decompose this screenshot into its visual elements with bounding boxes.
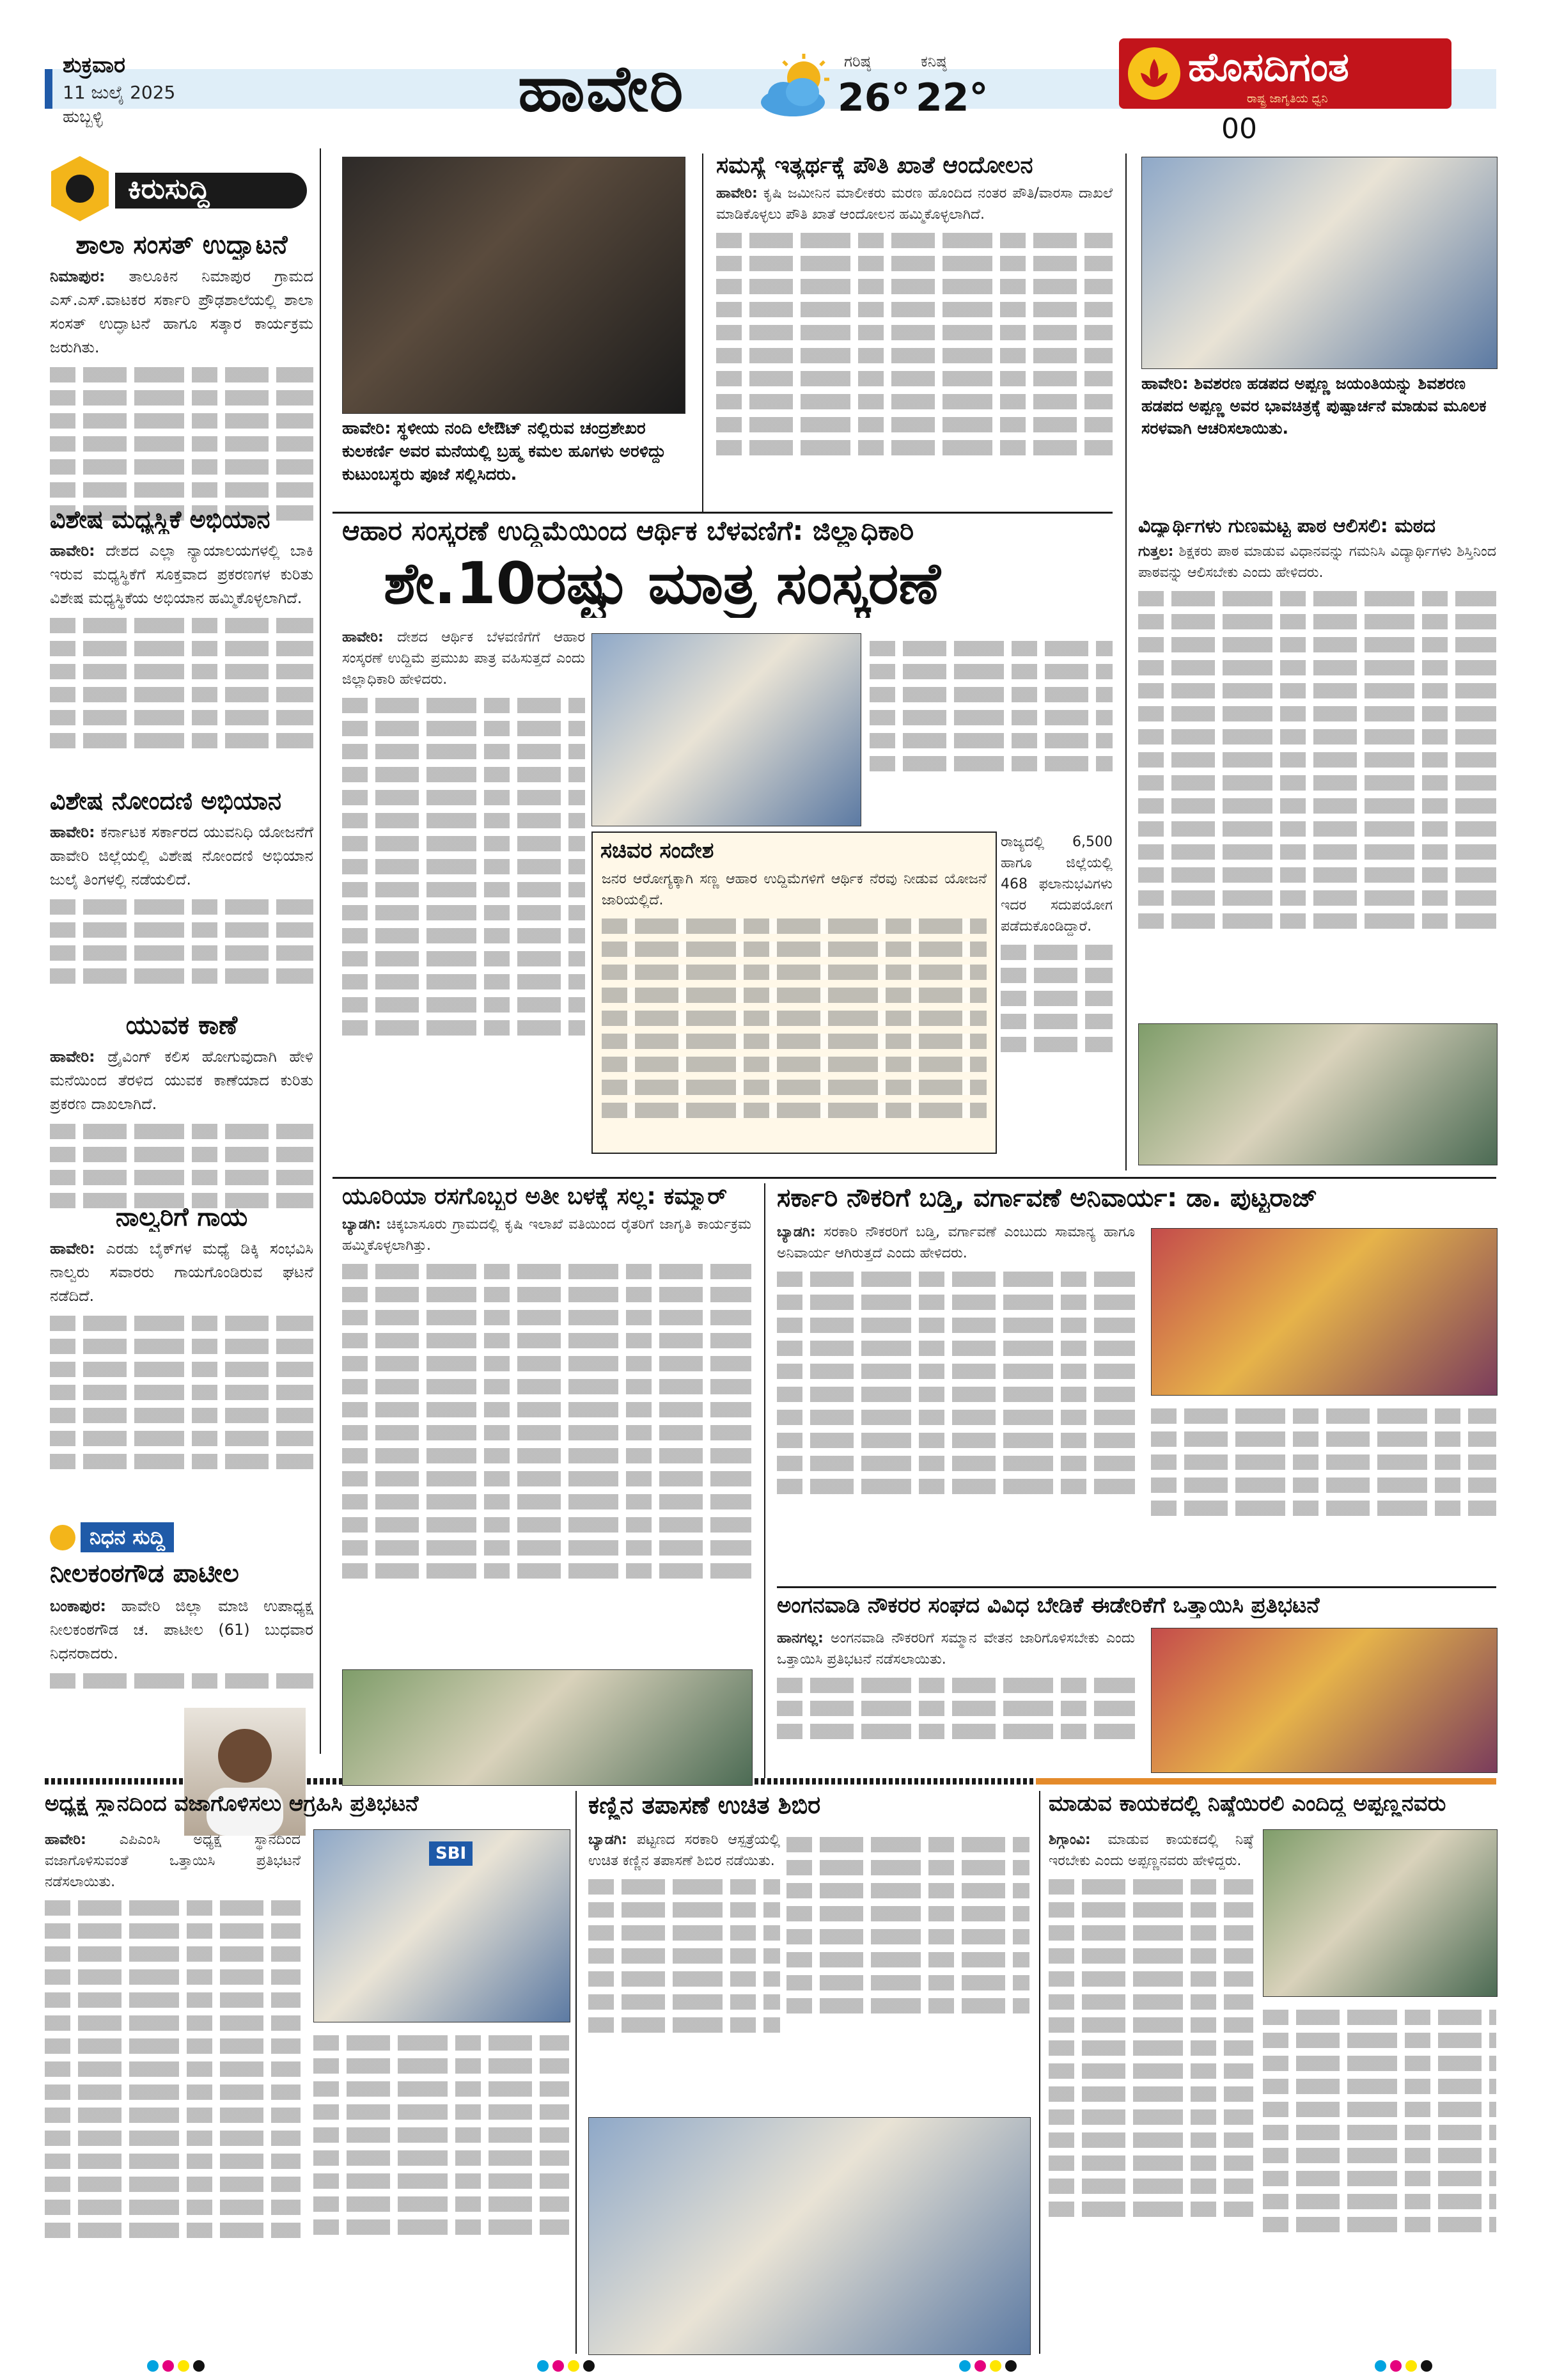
pauti-text: ಕೃಷಿ ಜಮೀನಿನ ಮಾಲೀಕರು ಮರಣ ಹೊಂದಿದ ನಂತರ ಪೌತಿ/ವಾರಸಾ ದಾಖಲೆ ಮಾಡಿಕೊಳ್ಳಲು ಪೌತಿ ಖಾತೆ ಆಂದೋಲನ ಹಮ್ಮಿಕೊಳ್ಳಲಾಗಿದೆ. [716, 185, 1113, 223]
max-temp-label: ಗರಿಷ್ಠ [844, 52, 871, 70]
bottom-story-2 [588, 1791, 1029, 1820]
page-number: 00 [1221, 113, 1257, 145]
brief-5-title: ನಾಲ್ವರಿಗೆ ಗಾಯ [115, 1202, 248, 1232]
column-rule [575, 1791, 577, 2354]
jobs-text: ಸರಕಾರಿ ನೌಕರರಿಗೆ ಬಡ್ತಿ, ವರ್ಗಾವಣೆ ಎಂಬುದು ಸಾಮಾನ್ಯ ಹಾಗೂ ಅನಿವಾರ್ಯ ಆಗಿರುತ್ತದೆ ಎಂದು ಹೇಳಿದರು. [777, 1224, 1135, 1261]
brief-2 [50, 505, 313, 795]
bottom-2-body [588, 1829, 780, 2111]
brief-2-title: ವಿಶೇಷ ಮಧ್ಯಸ್ಥಿಕೆ ಅಭಿಯಾನ [50, 505, 270, 533]
jobs-body [777, 1222, 1135, 1580]
bottom-1-lead: ಹಾವೇರಿ: [45, 1832, 86, 1848]
registration-marks [1375, 2360, 1436, 2374]
jayanti-photo [1141, 157, 1498, 369]
minister-box [591, 831, 997, 1154]
column-rule [1039, 1791, 1040, 2354]
weather-icon [758, 52, 834, 123]
brief-5-text: ಎರಡು ಬೈಕ್‌ಗಳ ಮಧ್ಯೆ ಡಿಕ್ಕಿ ಸಂಭವಿಸಿ ನಾಲ್ವರು ಸವಾರರು ಗಾಯಗೊಂಡಿರುವ ಘಟನೆ ನಡೆದಿದೆ. [50, 1240, 313, 1305]
column-rule [702, 154, 703, 512]
bottom-3-title: ಮಾಡುವ ಕಾಯಕದಲ್ಲಿ ನಿಷ್ಠೆಯಿರಲಿ ಎಂದಿದ್ದ ಅಪ್ಪಣ್ಣನವರು [1049, 1791, 1446, 1817]
column-rule [320, 148, 321, 1754]
bottom-2-text: ಪಟ್ಟಣದ ಸರಕಾರಿ ಆಸ್ಪತ್ರೆಯಲ್ಲಿ ಉಚಿತ ಕಣ್ಣಿನ ತಪಾಸಣೆ ಶಿಬಿರ ನಡೆಯಿತು. [588, 1832, 780, 1869]
bottom-3-body-right [1263, 2002, 1496, 2354]
lead-kicker: ಆಹಾರ ಸಂಸ್ಕರಣೆ ಉದ್ದಿಮೆಯಿಂದ ಆರ್ಥಿಕ ಬೆಳವಣಿಗೆ: ಜಿಲ್ಲಾಧಿಕಾರಿ [342, 515, 914, 546]
header-day: ಶುಕ್ರವಾರ [63, 52, 125, 78]
column-rule [1125, 512, 1127, 1170]
min-temp-label: ಕನಿಷ್ಠ [921, 52, 947, 70]
lotus-icon [1128, 47, 1180, 100]
lamp-icon [50, 1525, 75, 1550]
urea-title: ಯೂರಿಯಾ ರಸಗೊಬ್ಬರ ಅತೀ ಬಳಕ್ಕೆ ಸಲ್ಲ: ಕಮ್ಮಾರ್ [342, 1183, 728, 1210]
urea-story [342, 1183, 751, 1687]
brief-5 [50, 1202, 313, 1512]
brief-5-lead: ಹಾವೇರಿ: [50, 1240, 95, 1257]
brahmakamala-photo [342, 157, 685, 414]
header-date: 11 ಜುಲೈ 2025 [63, 82, 176, 103]
bottom-3-lead: ಶಿಗ್ಗಾಂವಿ: [1049, 1832, 1091, 1848]
logo-tagline: ರಾಷ್ಟ್ರ ಜಾಗೃತಿಯ ಧ್ವನಿ [1247, 92, 1328, 106]
brief-3 [50, 787, 313, 1019]
anganwadi-photo [1151, 1628, 1498, 1773]
bottom-2-photo [588, 2117, 1031, 2355]
bottom-story-3 [1049, 1791, 1496, 1817]
lead-body-col-4 [1001, 831, 1113, 1151]
registration-marks [959, 2360, 1021, 2374]
brief-3-title: ವಿಶೇಷ ನೋಂದಣಿ ಅಭಿಯಾನ [50, 787, 282, 815]
obituary [50, 1522, 313, 1729]
students-lead: ಗುತ್ತಲ: [1138, 544, 1174, 560]
max-temp: 26° [838, 75, 911, 120]
students-title: ವಿದ್ಯಾರ್ಥಿಗಳು ಗುಣಮಟ್ಟ ಪಾಠ ಆಲಿಸಲಿ: ಮಠದ [1138, 515, 1435, 537]
brahmakamala-caption: ಹಾವೇರಿ: ಸ್ಥಳೀಯ ನಂದಿ ಲೇಔಟ್ ನಲ್ಲಿರುವ ಚಂದ್ರಶೇಖರ ಕುಲಕರ್ಣಿ ಅವರ ಮನೆಯಲ್ಲಿ ಬ್ರಹ್ಮ ಕಮಲ ಹೂಗಳು ಅರಳಿದ್ದು ಕುಟುಂಬಸ್ಥರು ಪೂಜೆ ಸಲ್ಲಿಸಿದರು. [342, 419, 666, 484]
brief-4-title: ಯುವಕ ಕಾಣೆ [125, 1011, 238, 1040]
bottom-1-body [45, 1829, 301, 2354]
bottom-1-photo [313, 1829, 570, 2022]
minister-box-text: ಜನರ ಆರೋಗ್ಯಕ್ಕಾಗಿ ಸಣ್ಣ ಆಹಾರ ಉದ್ದಿಮೆಗಳಿಗೆ ಆರ್ಥಿಕ ನೆರವು ನೀಡುವ ಯೋಜನೆ ಜಾರಿಯಲ್ಲಿದೆ. [602, 871, 987, 908]
registration-marks [537, 2360, 598, 2374]
header-place: ಹುಬ್ಬಳ್ಳಿ [63, 107, 103, 127]
urea-text: ಚಿಕ್ಕಬಾಸೂರು ಗ್ರಾಮದಲ್ಲಿ ಕೃಷಿ ಇಲಾಖೆ ವತಿಯಿಂದ ರೈತರಿಗೆ ಜಾಗೃತಿ ಕಾರ್ಯಕ್ರಮ ಹಮ್ಮಿಕೊಳ್ಳಲಾಗಿತ್ತು. [342, 1217, 751, 1254]
header-accent [45, 69, 52, 109]
brief-3-lead: ಹಾವೇರಿ: [50, 823, 95, 841]
jobs-body-right [1151, 1401, 1496, 1580]
lead-rule [332, 512, 1113, 514]
bottom-2-body-right [786, 1829, 1029, 2111]
obituary-lead: ಬಂಕಾಪುರ: [50, 1597, 106, 1615]
bottom-1-text: ಎಪಿಎಂಸಿ ಅಧ್ಯಕ್ಷ ಸ್ಥಾನದಿಂದ ವಜಾಗೊಳಿಸುವಂತೆ ಒತ್ತಾಯಿಸಿ ಪ್ರತಿಭಟನೆ ನಡೆಸಲಾಯಿತು. [45, 1832, 301, 1890]
obituary-name: ನೀಲಕಂಠಗೌಡ ಪಾಟೀಲ [50, 1559, 239, 1588]
registration-marks [147, 2360, 208, 2374]
lead-photo [591, 633, 861, 826]
masthead [0, 0, 1541, 147]
brief-3-text: ಕರ್ನಾಟಕ ಸರ್ಕಾರದ ಯುವನಿಧಿ ಯೋಜನೆಗೆ ಹಾವೇರಿ ಜಿಲ್ಲೆಯಲ್ಲಿ ವಿಶೇಷ ನೋಂದಣಿ ಅಭಿಯಾನ ಜುಲೈ ತಿಂಗಳಲ್ಲಿ ನಡೆಯಲಿದೆ. [50, 823, 313, 888]
bottom-2-lead: ಬ್ಯಾಡಗಿ: [588, 1832, 627, 1848]
min-temp: 22° [916, 75, 989, 120]
bottom-1-title: ಅಧ್ಯಕ್ಷ ಸ್ಥಾನದಿಂದ ವಜಾಗೊಳಿಸಲು ಆಗ್ರಹಿಸಿ ಪ್ರತಿಭಟನೆ [45, 1791, 419, 1817]
bottom-story-1 [45, 1791, 505, 1817]
lead-body-col-1 [342, 627, 585, 1151]
anganwadi-lead: ಹಾನಗಲ್ಲ: [777, 1630, 824, 1646]
lead-body-col-3 [870, 633, 1113, 825]
obituary-photo [184, 1708, 306, 1836]
brief-2-text: ದೇಶದ ಎಲ್ಲಾ ನ್ಯಾಯಾಲಯಗಳಲ್ಲಿ ಬಾಕಿ ಇರುವ ಮಧ್ಯಸ್ಥಿಕೆಗೆ ಸೂಕ್ತವಾದ ಪ್ರಕರಣಗಳ ಕುರಿತು ವಿಶೇಷ ಮಧ್ಯಸ್ಥಿಕೆಯ ಅಭಿಯಾನ ಹಮ್ಮಿಕೊಳ್ಳಲಾಗಿದೆ. [50, 542, 313, 607]
brief-1-title: ಶಾಲಾ ಸಂಸತ್ ಉದ್ಘಾಟನೆ [75, 230, 288, 260]
lead-text: ದೇಶದ ಆರ್ಥಿಕ ಬೆಳವಣಿಗೆಗೆ ಆಹಾರ ಸಂಸ್ಕರಣೆ ಉದ್ದಿಮೆ ಪ್ರಮುಖ ಪಾತ್ರ ವಹಿಸುತ್ತದೆ ಎಂದು ಜಿಲ್ಲಾಧಿಕಾರಿ ಹೇಳಿದರು. [342, 629, 585, 688]
jobs-lead: ಬ್ಯಾಡಗಿ: [777, 1224, 816, 1240]
minister-box-title: ಸಚಿವರ ಸಂದೇಶ [600, 838, 714, 863]
header-city: ಹಾವೇರಿ [518, 51, 685, 126]
logo-text: ಹೊಸದಿಗಂತ [1188, 43, 1349, 90]
anganwadi-rule [777, 1586, 1496, 1588]
logo-block [1119, 38, 1451, 109]
lead-stats: ರಾಜ್ಯದಲ್ಲಿ 6,500 ಹಾಗೂ ಜಿಲ್ಲೆಯಲ್ಲಿ 468 ಫಲಾನುಭವಿಗಳು ಇದರ ಸದುಪಯೋಗ ಪಡೆದುಕೊಂಡಿದ್ದಾರೆ. [1001, 834, 1113, 934]
pauti-title: ಸಮಸ್ಯೆ ಇತ್ಯರ್ಥಕ್ಕೆ ಪೌತಿ ಖಾತೆ ಆಂದೋಲನ [716, 152, 1033, 178]
brief-4 [50, 1011, 313, 1218]
anganwadi-title: ಅಂಗನವಾಡಿ ನೌಕರರ ಸಂಘದ ವಿವಿಧ ಬೇಡಿಕೆ ಈಡೇರಿಕೆಗೆ ಒತ್ತಾಯಿಸಿ ಪ್ರತಿಭಟನೆ [777, 1593, 1320, 1618]
jayanti-caption: ಹಾವೇರಿ: ಶಿವಶರಣ ಹಡಪದ ಅಪ್ಪಣ್ಣ ಜಯಂತಿಯನ್ನು ಶಿವಶರಣ ಹಡಪದ ಅಪ್ಪಣ್ಣ ಅವರ ಭಾವಚಿತ್ರಕ್ಕೆ ಪುಷ್ಪಾರ್ಚನೆ ಮಾಡುವ ಮೂಲಕ ಸರಳವಾಗಿ ಆಚರಿಸಲಾಯಿತು. [1141, 374, 1487, 437]
bottom-2-title: ಕಣ್ಣಿನ ತಪಾಸಣೆ ಉಚಿತ ಶಿಬಿರ [588, 1791, 821, 1819]
anganwadi-text: ಅಂಗನವಾಡಿ ನೌಕರರಿಗೆ ಸಮ್ಮಾನ ವೇತನ ಜಾರಿಗೊಳಿಸಬೇಕು ಎಂದು ಒತ್ತಾಯಿಸಿ ಪ್ರತಿಭಟನೆ ನಡೆಸಲಾಯಿತು. [777, 1630, 1135, 1667]
obituary-text: ಹಾವೇರಿ ಜಿಲ್ಲಾ ಮಾಜಿ ಉಪಾಧ್ಯಕ್ಷ ನೀಲಕಂಠಗೌಡ ಚ. ಪಾಟೀಲ (61) ಬುಧವಾರ ನಿಧನರಾದರು. [50, 1597, 313, 1662]
brief-2-lead: ಹಾವೇರಿ: [50, 542, 95, 560]
kirusuddi-title: ಕಿರುಸುದ್ದಿ [128, 173, 210, 205]
column-rule [1125, 154, 1127, 512]
bottom-3-body [1049, 1829, 1253, 2354]
brief-4-text: ಡ್ರೈವಿಂಗ್ ಕಲಿಸ ಹೋಗುವುದಾಗಿ ಹೇಳಿ ಮನೆಯಿಂದ ತೆರಳಿದ ಯುವಕ ಕಾಣೆಯಾದ ಕುರಿತು ಪ್ರಕರಣ ದಾಖಲಾಗಿದೆ. [50, 1048, 313, 1113]
middle-rule [332, 1177, 1496, 1179]
brief-1-text: ತಾಲೂಕಿನ ನಿಮಾಪುರ ಗ್ರಾಮದ ಎಸ್.ಎಸ್.ವಾಟಕರ ಸರ್ಕಾರಿ ಪ್ರೌಢಶಾಲೆಯಲ್ಲಿ ಶಾಲಾ ಸಂಸತ್ ಉದ್ಘಾಟನೆ ಹಾಗೂ ಸತ್ಕಾರ ಕಾರ್ಯಕ್ರಮ ಜರುಗಿತು. [50, 267, 313, 356]
jobs-story [777, 1183, 1496, 1213]
students-story [1138, 515, 1496, 1034]
anganwadi-story [777, 1593, 1496, 1618]
bottom-3-photo [1263, 1829, 1498, 1997]
lead-headline: ಶೇ.10ರಷ್ಟು ಮಾತ್ರ ಸಂಸ್ಕರಣೆ [384, 550, 941, 617]
urea-photo [342, 1669, 753, 1786]
anganwadi-body [777, 1628, 1135, 1775]
brief-1 [50, 230, 313, 521]
kirusuddi-badge [45, 154, 313, 224]
obituary-badge: ನಿಧನ ಸುದ್ದಿ [81, 1522, 174, 1552]
students-text: ಶಿಕ್ಷಕರು ಪಾಠ ಮಾಡುವ ವಿಧಾನವನ್ನು ಗಮನಿಸಿ ವಿದ್ಯಾರ್ಥಿಗಳು ಶಿಸ್ತಿನಿಂದ ಪಾಠವನ್ನು ಆಲಿಸಬೇಕು ಎಂದು ಹೇಳಿದರು. [1138, 544, 1496, 581]
bottom-1-body-right [313, 2028, 569, 2354]
column-rule [764, 1183, 765, 1778]
jobs-photo [1151, 1228, 1498, 1396]
bottom-3-text: ಮಾಡುವ ಕಾಯಕದಲ್ಲಿ ನಿಷ್ಠೆ ಇರಬೇಕು ಎಂದು ಅಪ್ಪಣ್ಣನವರು ಹೇಳಿದ್ದರು. [1049, 1832, 1253, 1869]
lead-lead: ಹಾವೇರಿ: [342, 629, 384, 645]
sbi-sign: SBI [429, 1841, 473, 1866]
brief-1-lead: ನಿಮಾಪುರ: [50, 267, 106, 285]
brief-4-lead: ಹಾವೇರಿ: [50, 1048, 95, 1066]
pauti-story [716, 152, 1113, 509]
students-photo [1138, 1023, 1498, 1165]
urea-lead: ಬ್ಯಾಡಗಿ: [342, 1217, 381, 1233]
section-divider-accent [1036, 1778, 1496, 1785]
jobs-title: ಸರ್ಕಾರಿ ನೌಕರಿಗೆ ಬಡ್ತಿ, ವರ್ಗಾವಣೆ ಅನಿವಾರ್ಯ: ಡಾ. ಪುಟ್ಟರಾಜ್ [777, 1183, 1318, 1213]
pauti-lead: ಹಾವೇರಿ: [716, 185, 758, 201]
